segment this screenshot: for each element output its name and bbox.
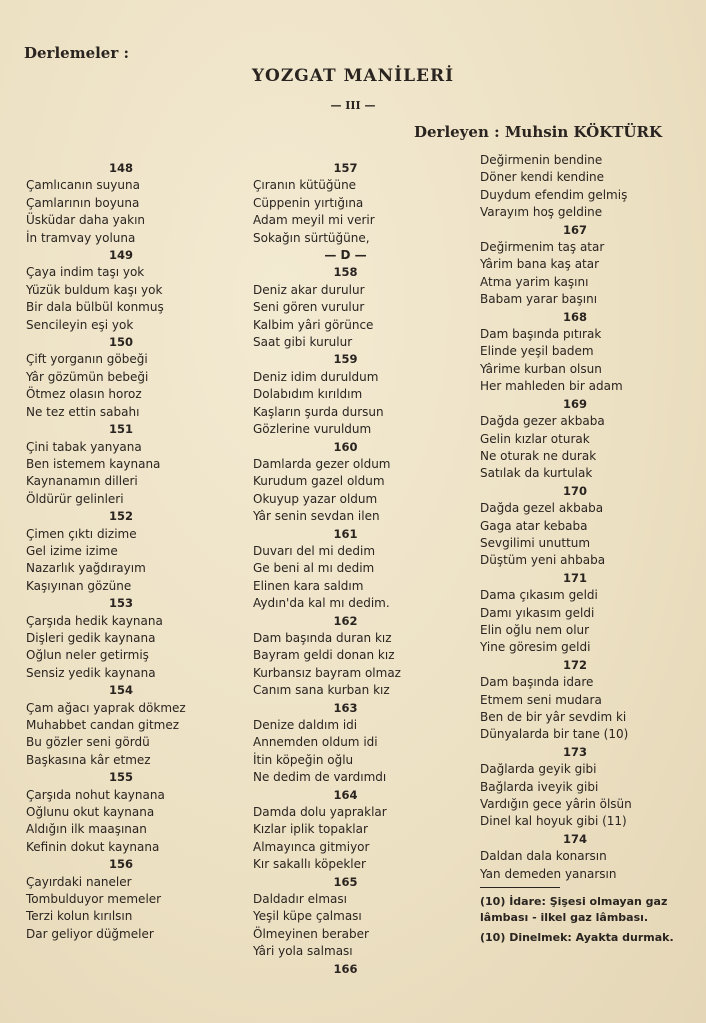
verse-line: Dağlarda geyik gibi [480,762,597,777]
verse-line: Başkasına kâr etmez [26,752,151,767]
verse-number: 168 [562,309,587,324]
verse-number: 148 [108,161,133,175]
verse-line: İtin köpeğin oğlu [253,752,354,767]
verse-number: 161 [333,526,358,541]
page-title: YOZGAT MANİLERİ [251,66,455,86]
verse-line: Damlarda gezer oldum [253,456,391,471]
verse-line: Okuyup yazar oldum [253,491,378,506]
verse-line: Öldürür gelinleri [26,491,124,506]
verse-line: Ötmez olasın horoz [26,387,142,402]
verse-number: 166 [333,961,358,976]
verse-line: Kaşların şurda dursun [253,404,384,419]
verse-line: Daldadır elması [253,892,347,907]
verse-line: Dam başında duran kız [253,630,392,645]
verse-number: 157 [333,161,358,175]
verse-line: Döner kendi kendine [480,170,605,185]
verse-line: Yâri yola salması [253,944,353,959]
verse-line: Oğlunu okut kaynana [26,805,155,820]
verse-line: Çamlıcanın suyuna [26,178,140,193]
verse-line: Elin oğlu nem olur [480,622,590,637]
verse-line: Damı yıkasım geldi [480,605,595,620]
verse-line: Dama çıkasım geldi [480,588,598,603]
verse-line: Çimen çıktı dizime [26,526,137,541]
verse-line: Elinen kara saldım [253,578,364,593]
verse-line: Bağlarda iveyik gibi [480,779,599,794]
verse-number: 172 [562,657,587,672]
verse-line: Değirmenim taş atar [480,240,605,255]
verse-line: Yârim bana kaş atar [480,257,600,272]
verse-line: Almayınca gitmiyor [253,839,370,854]
verse-line: Aydın'da kal mı dedim. [253,596,390,611]
verse-line: Çam ağacı yaprak dökmez [26,700,186,715]
verse-line: Ne oturak ne durak [480,448,597,463]
verse-line: Cüppenin yırtığına [253,195,364,210]
part-number: — III — [330,99,376,112]
verse-line: Varayım hoş geldine [480,205,603,220]
verse-number: 158 [333,265,358,280]
verse-line: Kefinin dokut kaynana [26,839,160,854]
verse-line: Çarşıda hedik kaynana [26,613,163,628]
verse-line: Üsküdar daha yakın [26,213,146,228]
verse-line: Yeşil küpe çalması [253,909,362,924]
verse-line: Adam meyil mi verir [253,213,375,228]
verse-line: Çayırdaki naneler [26,874,132,889]
verse-number: 150 [108,335,133,350]
verse-number: 165 [333,874,358,889]
verse-number: 171 [562,570,587,585]
verse-line: Dam başında pıtırak [480,327,602,342]
verse-line: Bayram geldi donan kız [253,648,395,663]
verse-line: Atma yarim kaşını [480,274,589,289]
verse-line: Sencileyin eşi yok [26,317,134,332]
verse-line: Ölmeyinen beraber [253,926,369,941]
verse-line: Dam başında idare [480,675,594,690]
verse-number: 173 [562,744,587,759]
verse-number: 169 [562,396,587,411]
verse-line: Bu gözler seni gördü [26,735,150,750]
verse-line: Kızlar iplik topaklar [253,822,368,837]
verse-number: 162 [333,613,358,628]
verse-line: Seni gören vurulur [253,300,365,315]
verse-number: 167 [562,222,587,237]
verse-line: Yâr gözümün bebeği [26,369,149,384]
verse-number: 155 [108,770,133,785]
verse-line: Vardığın gece yârin ölsün [480,797,632,812]
letter-divider: — D — [324,248,367,263]
verse-line: Dağda gezer akbaba [480,414,605,429]
verse-line: Yüzük buldum kaşı yok [26,282,163,297]
verse-line: Satılak da kurtulak [480,466,593,481]
verse-line: Çift yorganın göbeği [26,352,148,367]
verse-line: Elinde yeşil badem [480,344,594,359]
verse-line: Duydum efendim gelmiş [480,187,628,202]
verse-line: Yârime kurban olsun [480,361,602,376]
verse-number: 152 [108,509,133,524]
verse-number: 149 [108,248,133,263]
footnote: (10) İdare: Şişesi olmayan gaz lâmbası - ilkel gaz lâmbası. [480,895,668,925]
verse-line: Canım sana kurban kız [253,683,390,698]
verse-line: Kurudum gazel oldum [253,474,385,489]
verse-number: 159 [333,352,358,367]
verse-line: Kaşıyınan gözüne [26,578,132,593]
verse-line: Dolabıdım kırıldım [253,387,363,402]
verse-line: Oğlun neler getirmiş [26,648,149,663]
verse-line: Ben istemem kaynana [26,456,161,471]
verse-line: Çıranın kütüğüne [253,178,357,193]
verse-line: Gel izime izime [26,543,118,558]
verse-line: Sokağın sürtüğüne, [253,230,370,245]
verse-line: Kaynanamın dilleri [26,474,138,489]
verse-line: Yine göresim geldi [480,640,591,655]
verse-line: Değirmenin bendine [480,153,603,167]
footnote: (10) Dinelmek: Ayakta durmak. [480,931,674,945]
compiler-credit: Derleyen : Muhsin KÖKTÜRK [413,123,662,141]
verse-line: Sevgilimi unuttum [480,535,591,550]
verse-line: Etmem seni mudara [480,692,602,707]
verse-line: Dağda gezel akbaba [480,501,604,516]
verse-line: Çini tabak yanyana [26,439,142,454]
verse-line: Bir dala bülbül konmuş [26,300,164,315]
verse-line: Deniz idim duruldum [253,369,379,384]
verse-line: Terzi kolun kırılsın [26,909,133,924]
verse-line: Duvarı del mi dedim [253,543,376,558]
verse-line: Denize daldım idi [253,718,358,732]
column-1 [26,160,236,943]
verse-line: Tombulduyor memeler [26,892,162,907]
verse-line: Çaya indim taşı yok [26,265,145,280]
verse-number: 164 [333,787,358,802]
verse-number: 170 [562,483,587,498]
verse-line: Kurbansız bayram olmaz [253,665,401,680]
verse-line: Ne dedim de vardımdı [253,770,387,785]
verse-number: 160 [333,439,358,454]
verse-line: Dünyalarda bir tane (10) [480,727,629,742]
verse-line: Çamlarının boyuna [26,195,140,210]
verse-line: Muhabbet candan gitmez [26,718,180,732]
footnote-divider [480,887,560,888]
verse-line: İn tramvay yoluna [26,230,136,245]
verse-line: Damda dolu yapraklar [253,805,387,820]
verse-line: Yâr senin sevdan ilen [253,509,380,524]
verse-line: Çarşıda nohut kaynana [26,787,165,802]
verse-line: Nazarlık yağdırayım [26,561,146,576]
verse-line: Sensiz yedik kaynana [26,665,156,680]
verse-line: Yan demeden yanarsın [480,866,617,881]
verse-line: Gaga atar kebaba [480,518,588,533]
verse-line: Dinel kal hoyuk gibi (11) [480,814,627,829]
verse-line: Aldığın ilk maaşınan [26,822,147,837]
verse-line: Gözlerine vuruldum [253,422,372,437]
verse-line: Düştüm yeni ahbaba [480,553,606,568]
verse-line: Ne tez ettin sabahı [26,404,140,419]
verse-line: Saat gibi kurulur [253,335,353,350]
verse-line: Daldan dala konarsın [480,849,607,864]
verse-line: Gelin kızlar oturak [480,431,590,446]
verse-line: Kalbim yâri görünce [253,317,374,332]
verse-number: 151 [108,422,133,437]
verse-line: Kır sakallı köpekler [253,857,366,872]
verse-number: 156 [108,857,133,872]
verse-line: Her mahleden bir adam [480,379,623,394]
verse-line: Dar geliyor düğmeler [26,926,154,941]
verse-number: 163 [333,700,358,715]
verse-number: 154 [108,683,133,698]
verse-line: Annemden oldum idi [253,735,378,750]
verse-line: Ben de bir yâr sevdim ki [480,710,627,724]
verse-number: 153 [108,596,133,611]
column-2 [253,160,468,978]
section-label: Derlemeler : [24,44,130,62]
verse-line: Ge beni al mı dedim [253,561,375,576]
verse-line: Babam yarar başını [480,292,598,307]
verse-number: 174 [562,831,587,846]
column-3 [480,152,680,946]
verse-line: Deniz akar durulur [253,282,365,297]
verse-line: Dişleri gedik kaynana [26,630,156,645]
